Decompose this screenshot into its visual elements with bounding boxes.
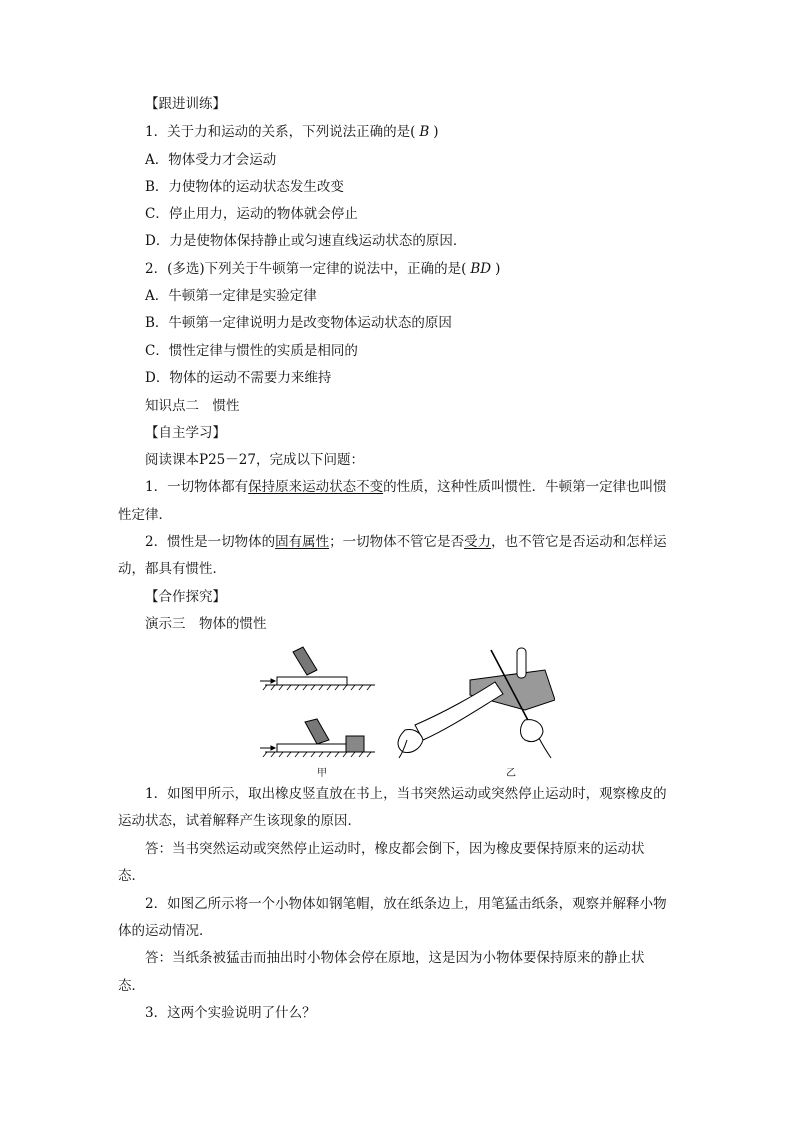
figure-b — [398, 648, 555, 758]
inquiry-answer-1: 答：当书突然运动或突然停止运动时，橡皮都会倒下，因为橡皮要保持原来的运动状 — [145, 841, 645, 857]
q1-option-d: D．力是使物体保持静止或匀速直线运动状态的原因． — [145, 233, 467, 249]
inquiry-answer-2-cont: 态． — [118, 978, 145, 994]
figure-a-bottom — [260, 719, 375, 757]
inertia-figure — [255, 640, 555, 780]
follow-up-heading: 【跟进训练】 — [145, 96, 226, 112]
inquiry-question-2: 2．如图乙所示将一个小物体如钢笔帽，放在纸条边上，用笔猛击纸条，观察并解释小物 — [145, 896, 667, 912]
q2-option-a: A．牛顿第一定律是实验定律 — [145, 288, 317, 304]
q2-option-b: B．牛顿第一定律说明力是改变物体运动状态的原因 — [145, 315, 452, 331]
q1-option-b: B．力使物体的运动状态发生改变 — [145, 179, 344, 195]
self-study-item-1-cont: 性定律． — [118, 507, 172, 523]
inquiry-question-1: 1．如图甲所示，取出橡皮竖直放在书上，当书突然运动或突然停止运动时，观察橡皮的 — [145, 786, 667, 802]
self-study-item-2: 2．惯性是一切物体的固有属性；一切物体不管它是否受力，也不管它是否运动和怎样运 — [145, 534, 667, 550]
q1-option-a: A．物体受力才会运动 — [145, 152, 277, 168]
inquiry-answer-1-cont: 态． — [118, 868, 145, 884]
question-2: 2．(多选)下列关于牛顿第一定律的说法中，正确的是( BD ) — [145, 261, 501, 277]
question-1: 1．关于力和运动的关系，下列说法正确的是( B ) — [145, 124, 439, 140]
self-study-item-2-cont: 动，都具有惯性． — [118, 561, 226, 577]
figure-label-b: 乙 — [506, 768, 516, 779]
cooperative-heading: 【合作探究】 — [145, 589, 226, 605]
question-2-answer: BD — [470, 261, 492, 277]
q2-option-c: C．惯性定律与惯性的实质是相同的 — [145, 343, 358, 359]
inquiry-question-2-cont: 体的运动情况． — [118, 923, 213, 939]
self-study-intro: 阅读课本P25－27，完成以下问题： — [145, 452, 364, 468]
inquiry-answer-2: 答：当纸条被猛击而抽出时小物体会停在原地，这是因为小物体要保持原来的静止状 — [145, 950, 645, 966]
fill-blank: 受力 — [464, 534, 492, 550]
figure-a-top — [260, 647, 375, 690]
demo-title: 演示三 物体的惯性 — [145, 616, 267, 632]
question-1-answer: B — [419, 124, 430, 140]
inquiry-question-1-cont: 运动状态，试着解释产生该现象的原因． — [118, 813, 361, 829]
figure-label-a: 甲 — [317, 768, 327, 779]
fill-blank: 固有属性 — [275, 534, 330, 550]
q1-option-c: C．停止用力，运动的物体就会停止 — [145, 206, 358, 222]
self-study-item-1: 1．一切物体都有保持原来运动状态不变的性质，这种性质叫惯性．牛顿第一定律也叫惯 — [145, 479, 667, 495]
inquiry-question-3: 3．这两个实验说明了什么？ — [145, 1005, 316, 1021]
knowledge-point-title: 知识点二 惯性 — [145, 398, 240, 414]
q2-option-d: D．物体的运动不需要力来维持 — [145, 370, 332, 386]
fill-blank: 保持原来运动状态不变 — [248, 479, 384, 495]
self-study-heading: 【自主学习】 — [145, 425, 226, 441]
